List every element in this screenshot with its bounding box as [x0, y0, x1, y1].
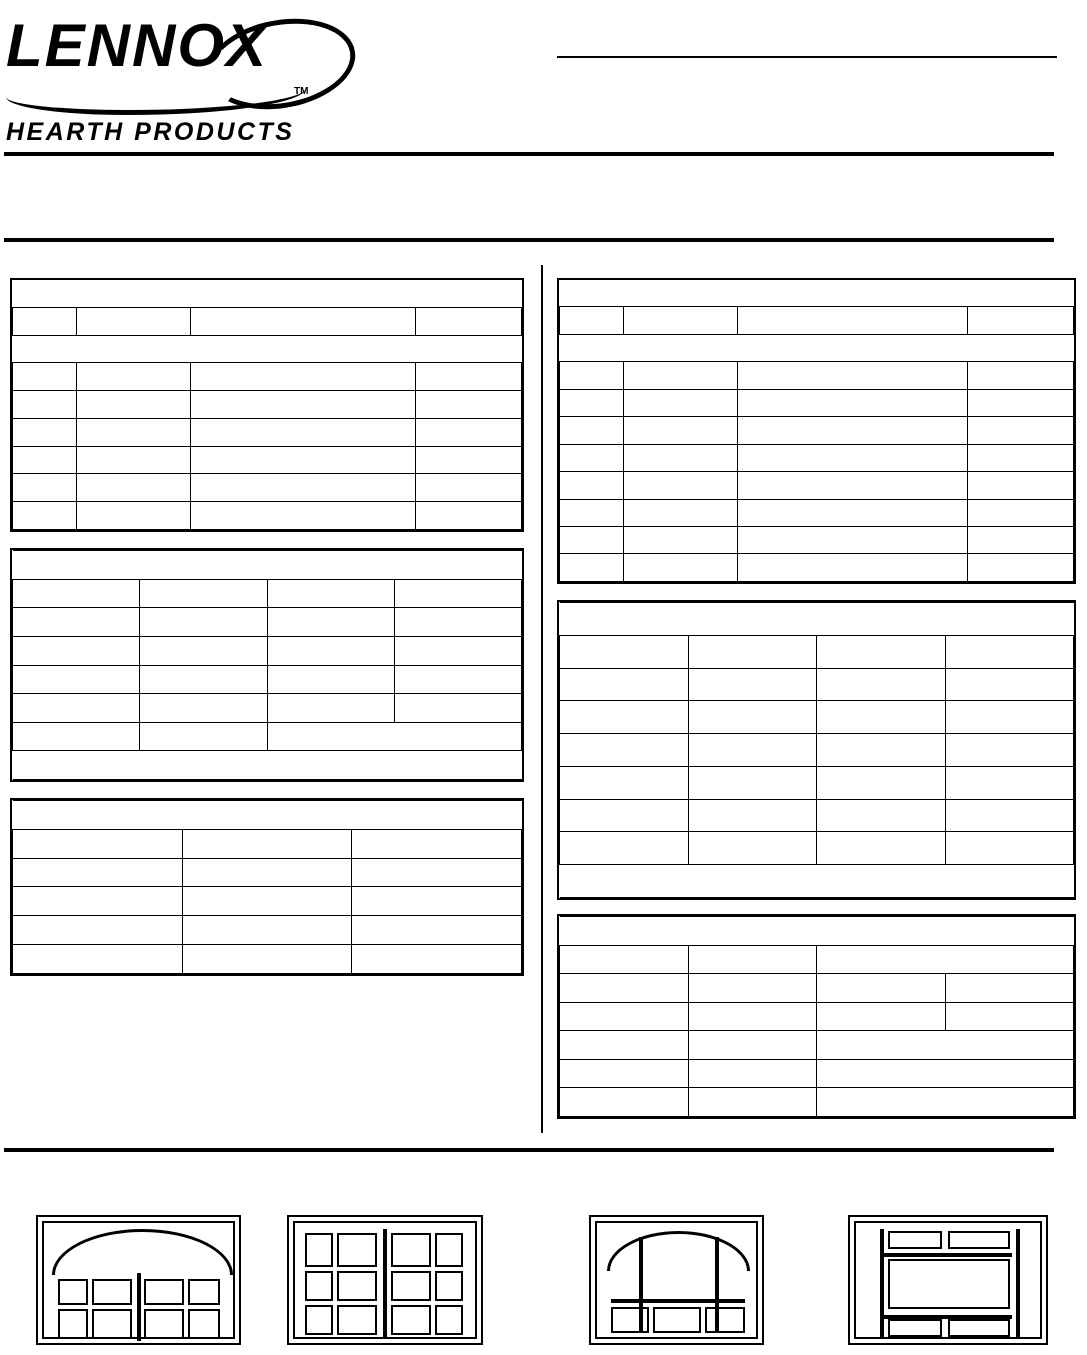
table-row: [13, 608, 522, 637]
cell: [13, 829, 183, 858]
table-row: [13, 829, 522, 858]
cell: [624, 554, 738, 582]
table-row: [13, 916, 522, 945]
cell: [738, 389, 968, 416]
cell: [817, 701, 946, 734]
glass-pane: [188, 1279, 220, 1305]
cell: [688, 832, 817, 865]
door-square-panel: [848, 1215, 1048, 1345]
glass-pane: [888, 1231, 942, 1249]
cell: [13, 801, 522, 830]
cell: [624, 444, 738, 471]
cell: [688, 1059, 817, 1088]
glass-pane: [435, 1271, 463, 1301]
table-row: [560, 472, 1074, 499]
glass-pane: [305, 1305, 333, 1335]
right-table-2: [557, 600, 1076, 900]
cell: [945, 734, 1074, 767]
cell: [13, 551, 522, 580]
cell: [688, 701, 817, 734]
cell: [688, 635, 817, 668]
glass-pane: [653, 1307, 701, 1333]
cell: [738, 417, 968, 444]
cell: [13, 887, 183, 916]
cell: [688, 799, 817, 832]
cell: [560, 974, 689, 1003]
table-row: [560, 307, 1074, 334]
cell: [560, 668, 689, 701]
cell: [945, 799, 1074, 832]
cell: [13, 636, 140, 665]
cell: [13, 579, 140, 608]
cell: [968, 417, 1074, 444]
table-row: [560, 701, 1074, 734]
header-title-rule: [557, 56, 1057, 58]
table-row: [560, 734, 1074, 767]
cell: [738, 362, 968, 389]
cell: [560, 865, 1074, 898]
section-divider-rule: [4, 238, 1054, 242]
cell: [560, 945, 689, 974]
footer-divider-rule: [4, 1148, 1054, 1152]
door-arched-single: [589, 1215, 764, 1345]
cell: [191, 363, 416, 391]
cell: [945, 1002, 1074, 1031]
cell: [352, 916, 522, 945]
cell: [352, 887, 522, 916]
glass-pane: [144, 1309, 184, 1339]
cell: [140, 636, 267, 665]
table-row: [560, 1002, 1074, 1031]
cell: [77, 446, 191, 474]
cell: [352, 945, 522, 974]
door-frame: [854, 1221, 1042, 1339]
cell: [738, 499, 968, 526]
cell: [77, 363, 191, 391]
glass-pane: [337, 1271, 377, 1301]
cell: [267, 608, 394, 637]
table-row: [560, 554, 1074, 582]
cell: [77, 280, 191, 307]
cell: [267, 665, 394, 694]
cell: [624, 472, 738, 499]
glass-pane: [948, 1319, 1010, 1337]
cell: [13, 335, 522, 363]
right-table-1: [557, 278, 1076, 584]
cell: [968, 280, 1074, 307]
cell: [945, 635, 1074, 668]
table-row: [560, 417, 1074, 444]
cell: [817, 1059, 1074, 1088]
cell: [191, 502, 416, 530]
cell: [968, 554, 1074, 582]
cell: [945, 974, 1074, 1003]
cell: [13, 502, 77, 530]
cell: [560, 554, 624, 582]
glass-pane: [58, 1279, 88, 1305]
table-row: [13, 307, 522, 335]
cell: [13, 474, 77, 502]
cell: [394, 608, 521, 637]
brand-tagline: HEARTH PRODUCTS: [6, 118, 295, 146]
door-frame: [595, 1221, 758, 1339]
glass-pane: [611, 1307, 649, 1333]
cell: [416, 418, 522, 446]
cell: [560, 1088, 689, 1117]
lennox-logo: [6, 12, 336, 146]
cell: [191, 391, 416, 419]
cell: [140, 608, 267, 637]
cell: [416, 280, 522, 307]
cell: [624, 280, 738, 307]
cell: [191, 307, 416, 335]
table-row: [560, 635, 1074, 668]
cell: [817, 1002, 946, 1031]
table-row: [560, 603, 1074, 636]
cell: [945, 766, 1074, 799]
cell: [945, 701, 1074, 734]
cell: [140, 722, 267, 751]
cell: [968, 472, 1074, 499]
cell: [394, 636, 521, 665]
cell: [945, 668, 1074, 701]
glass-pane: [188, 1309, 220, 1339]
cell: [182, 945, 352, 974]
cell: [13, 391, 77, 419]
cell: [191, 418, 416, 446]
cell: [13, 307, 77, 335]
table-row: [13, 280, 522, 307]
cell: [817, 668, 946, 701]
cell: [267, 694, 394, 723]
table-row: [13, 474, 522, 502]
table-row: [560, 865, 1074, 898]
cell: [13, 280, 77, 307]
cell: [560, 603, 1074, 636]
table-row: [13, 579, 522, 608]
table-row: [13, 887, 522, 916]
cell: [560, 472, 624, 499]
table-row: [13, 801, 522, 830]
cell: [267, 579, 394, 608]
mullion: [880, 1229, 884, 1339]
cell: [394, 579, 521, 608]
table-row: [13, 446, 522, 474]
cell: [182, 887, 352, 916]
glass-pane: [92, 1309, 132, 1339]
glass-pane: [305, 1233, 333, 1267]
table-row: [560, 974, 1074, 1003]
glass-pane: [435, 1233, 463, 1267]
cell: [182, 916, 352, 945]
cell: [560, 1031, 689, 1060]
page-header: [0, 0, 1087, 160]
cell: [13, 608, 140, 637]
table-row: [560, 362, 1074, 389]
cell: [13, 446, 77, 474]
cell: [624, 389, 738, 416]
table-row: [560, 1031, 1074, 1060]
table-row: [13, 335, 522, 363]
cell: [267, 636, 394, 665]
mullion: [884, 1253, 1012, 1257]
cell: [560, 799, 689, 832]
cell: [77, 391, 191, 419]
cell: [560, 334, 1074, 361]
cell: [560, 1059, 689, 1088]
cell: [13, 751, 522, 780]
cell: [77, 307, 191, 335]
cell: [560, 701, 689, 734]
glass-pane: [305, 1271, 333, 1301]
cell: [738, 280, 968, 307]
door-arched-double: [36, 1215, 241, 1345]
cell: [738, 527, 968, 554]
table-row: [560, 334, 1074, 361]
table-row: [13, 636, 522, 665]
table-row: [560, 527, 1074, 554]
cell: [688, 734, 817, 767]
table-row: [560, 668, 1074, 701]
cell: [560, 917, 1074, 946]
table-row: [13, 551, 522, 580]
table-row: [13, 665, 522, 694]
cell: [738, 472, 968, 499]
glass-pane: [58, 1309, 88, 1339]
cell: [968, 444, 1074, 471]
cell: [688, 1002, 817, 1031]
cell: [817, 766, 946, 799]
table-row: [560, 444, 1074, 471]
table-row: [13, 502, 522, 530]
table-row: [13, 391, 522, 419]
glass-pane: [435, 1305, 463, 1335]
cell: [416, 474, 522, 502]
cell: [13, 945, 183, 974]
cell: [560, 444, 624, 471]
cell: [624, 307, 738, 334]
cell: [77, 502, 191, 530]
column-divider: [541, 265, 543, 1133]
cell: [394, 694, 521, 723]
cell: [560, 1002, 689, 1031]
cell: [560, 832, 689, 865]
cell: [416, 307, 522, 335]
cell: [13, 665, 140, 694]
cell: [352, 829, 522, 858]
cell: [416, 363, 522, 391]
cell: [688, 668, 817, 701]
cell: [945, 832, 1074, 865]
door-square-double: [287, 1215, 483, 1345]
glass-pane: [337, 1305, 377, 1335]
table-row: [560, 1059, 1074, 1088]
table-row: [560, 832, 1074, 865]
cell: [13, 694, 140, 723]
cell: [77, 418, 191, 446]
table-row: [13, 363, 522, 391]
cell: [560, 734, 689, 767]
cell: [416, 391, 522, 419]
mullion: [1016, 1229, 1020, 1339]
cell: [688, 766, 817, 799]
cell: [968, 527, 1074, 554]
table-row: [560, 766, 1074, 799]
cell: [817, 799, 946, 832]
cell: [560, 766, 689, 799]
table-row: [13, 694, 522, 723]
center-mullion: [383, 1229, 387, 1339]
cell: [624, 417, 738, 444]
brand-wordmark: LENNOX: [6, 12, 269, 79]
table-row: [560, 280, 1074, 307]
table-row: [13, 751, 522, 780]
cell: [560, 635, 689, 668]
glass-pane: [144, 1279, 184, 1305]
cell: [688, 945, 817, 974]
cell: [352, 858, 522, 887]
cell: [560, 527, 624, 554]
table-row: [560, 1088, 1074, 1117]
cell: [13, 722, 140, 751]
table-row: [560, 499, 1074, 526]
glass-pane-center: [888, 1259, 1010, 1309]
cell: [738, 307, 968, 334]
center-mullion: [137, 1273, 141, 1341]
cell: [688, 974, 817, 1003]
cell: [560, 499, 624, 526]
cell: [624, 362, 738, 389]
glass-pane: [705, 1307, 745, 1333]
door-frame: [293, 1221, 477, 1339]
table-row: [13, 858, 522, 887]
glass-pane: [391, 1233, 431, 1267]
cell: [817, 974, 946, 1003]
door-illustrations: [0, 1205, 1087, 1345]
glass-pane: [92, 1279, 132, 1305]
cell: [817, 734, 946, 767]
arch-top-icon: [607, 1231, 750, 1271]
cell: [560, 417, 624, 444]
cell: [191, 474, 416, 502]
cell: [182, 858, 352, 887]
cell: [560, 362, 624, 389]
table-row: [560, 389, 1074, 416]
left-table-1: [10, 278, 524, 532]
cell: [817, 1031, 1074, 1060]
cell: [394, 665, 521, 694]
cell: [560, 389, 624, 416]
cell: [738, 554, 968, 582]
cell: [416, 446, 522, 474]
table-row: [560, 945, 1074, 974]
cell: [191, 446, 416, 474]
glass-pane: [948, 1231, 1010, 1249]
cell: [817, 832, 946, 865]
cell: [182, 829, 352, 858]
glass-pane: [391, 1271, 431, 1301]
cell: [968, 389, 1074, 416]
header-bottom-rule: [4, 152, 1054, 156]
right-table-3: [557, 914, 1076, 1119]
cell: [817, 945, 1074, 974]
table-row: [13, 945, 522, 974]
left-table-2: [10, 548, 524, 782]
cell: [624, 527, 738, 554]
glass-pane: [391, 1305, 431, 1335]
cell: [817, 635, 946, 668]
cell: [140, 694, 267, 723]
left-table-3: [10, 798, 524, 976]
cell: [13, 418, 77, 446]
table-row: [13, 418, 522, 446]
cell: [817, 1088, 1074, 1117]
cell: [13, 363, 77, 391]
table-row: [13, 722, 522, 751]
cell: [560, 307, 624, 334]
cell: [416, 502, 522, 530]
cell: [624, 499, 738, 526]
cell: [191, 280, 416, 307]
cell: [560, 280, 624, 307]
glass-pane: [337, 1233, 377, 1267]
arch-top-icon: [52, 1229, 233, 1275]
cell: [267, 722, 522, 751]
cell: [13, 858, 183, 887]
cell: [688, 1088, 817, 1117]
table-row: [560, 799, 1074, 832]
cell: [140, 665, 267, 694]
cell: [968, 307, 1074, 334]
table-row: [560, 917, 1074, 946]
cell: [968, 499, 1074, 526]
cell: [968, 362, 1074, 389]
door-frame: [42, 1221, 235, 1339]
cell: [13, 916, 183, 945]
glass-pane: [888, 1319, 942, 1337]
cell: [738, 444, 968, 471]
cell: [688, 1031, 817, 1060]
mullion: [611, 1299, 745, 1303]
cell: [140, 579, 267, 608]
trademark-mark: TM: [294, 86, 309, 97]
cell: [77, 474, 191, 502]
